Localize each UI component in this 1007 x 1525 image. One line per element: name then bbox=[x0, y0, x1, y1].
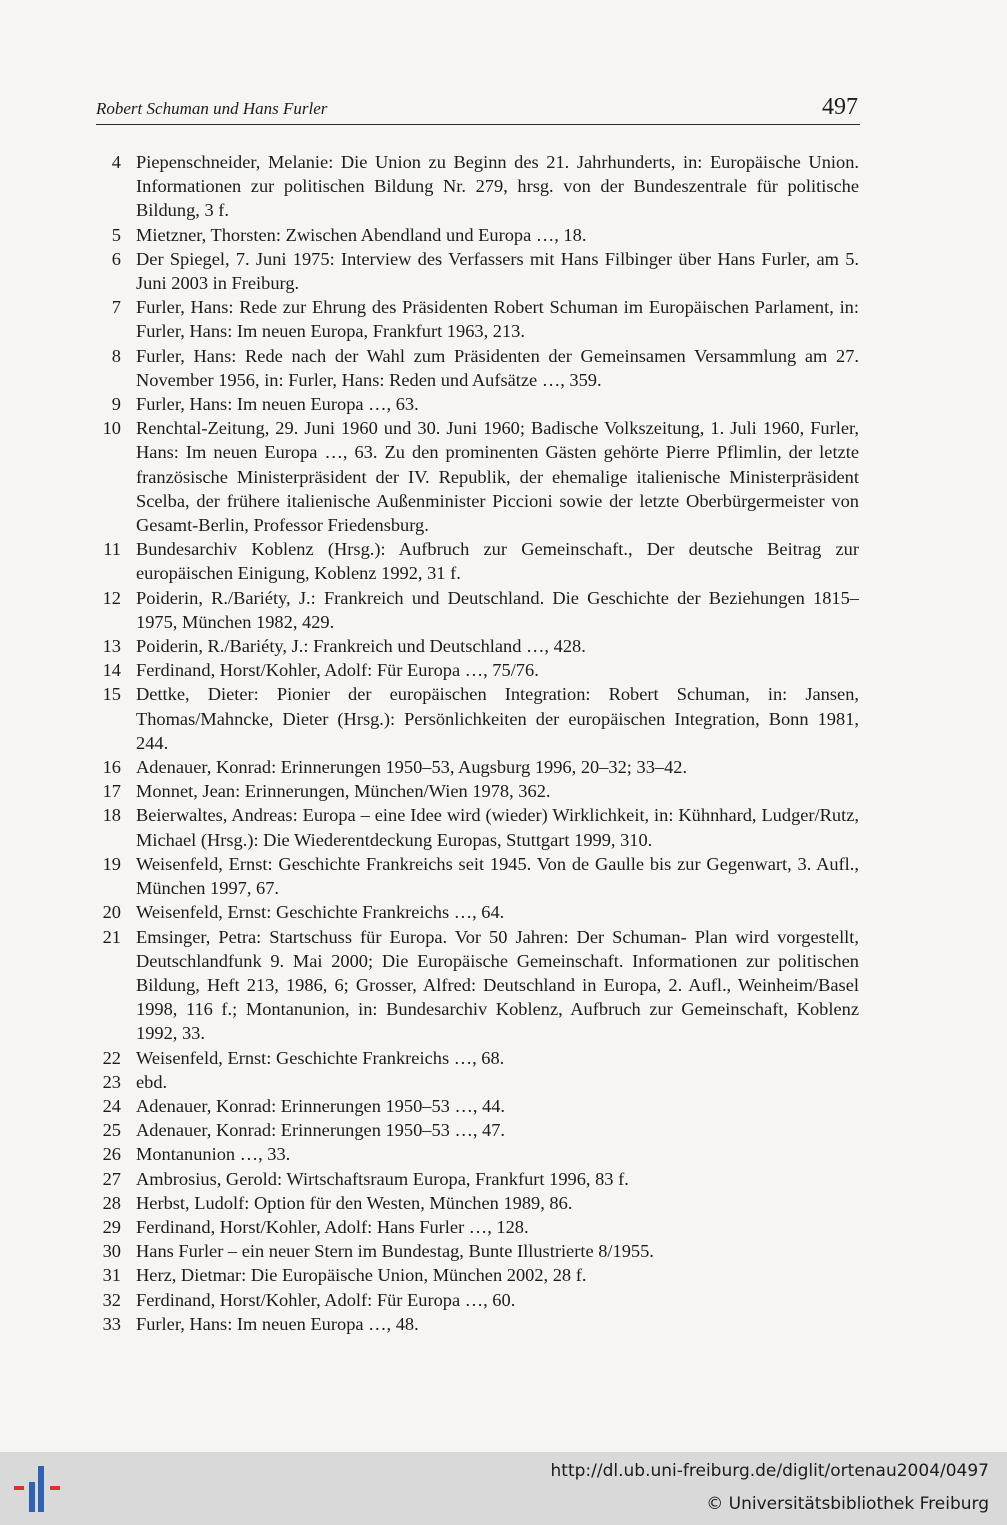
endnote-item bbox=[96, 1239, 859, 1263]
endnote-item bbox=[96, 223, 859, 247]
endnote-text: Adenauer, Konrad: Erinnerungen 1950–53, Augsburg 1996, 20–32; 33–42. bbox=[136, 757, 688, 778]
endnote-item bbox=[96, 1142, 859, 1166]
endnote-number: 33 bbox=[102, 1313, 121, 1334]
endnote-text: Monnet, Jean: Erinnerungen, München/Wien 1978, 362. bbox=[136, 781, 551, 802]
endnote-item bbox=[96, 1263, 859, 1287]
endnote-text: Furler, Hans: Rede nach der Wahl zum Präsidenten der Gemeinsamen Versammlung am 27. November 1956, in: Furler, Hans: Reden und Aufsätze …, 359. bbox=[136, 345, 859, 390]
endnote-number: 13 bbox=[102, 636, 121, 657]
endnote-number: 25 bbox=[102, 1120, 121, 1141]
endnote-text: Ferdinand, Horst/Kohler, Adolf: Für Europa …, 60. bbox=[136, 1289, 516, 1310]
endnote-number: 30 bbox=[102, 1241, 121, 1262]
endnote-item bbox=[96, 1312, 859, 1336]
endnote-number: 11 bbox=[103, 539, 121, 560]
endnote-text: Herbst, Ludolf: Option für den Westen, München 1989, 86. bbox=[136, 1192, 573, 1213]
running-title: Robert Schuman und Hans Furler bbox=[96, 99, 328, 118]
endnote-text: Ferdinand, Horst/Kohler, Adolf: Hans Furler …, 128. bbox=[136, 1216, 529, 1237]
endnote-item bbox=[96, 1094, 859, 1118]
endnote-text: Emsinger, Petra: Startschuss für Europa. Vor 50 Jahren: Der Schuman- Plan wird vorgestellt, Deutschlandfunk 9. Mai 2000; Die Europäische Gemeinschaft. Informationen zur politischen Bildung, Heft 213, 1986, 6; Grosser, Alfred: Deutschland in Europa, 2. Aufl., Weinheim/Basel 1998, 116 f.; Montanunion, in: Bundesarchiv Koblenz, Aufbruch zur Gemeinschaft, Koblenz 1992, 33. bbox=[136, 926, 859, 1044]
endnote-text: Poiderin, R./Bariéty, J.: Frankreich und Deutschland. Die Geschichte der Beziehungen 1815–1975, München 1982, 429. bbox=[136, 587, 859, 632]
endnote-number: 7 bbox=[111, 297, 121, 318]
endnote-text: Adenauer, Konrad: Erinnerungen 1950–53 …, 47. bbox=[136, 1120, 506, 1141]
endnote-number: 17 bbox=[102, 781, 121, 802]
page-number: 497 bbox=[822, 94, 858, 120]
endnote-number: 20 bbox=[102, 902, 121, 923]
endnote-item bbox=[96, 755, 859, 779]
endnote-text: Mietzner, Thorsten: Zwischen Abendland und Europa …, 18. bbox=[136, 224, 587, 245]
endnote-number: 10 bbox=[102, 418, 121, 439]
endnote-item bbox=[96, 1167, 859, 1191]
endnote-number: 5 bbox=[111, 224, 121, 245]
endnote-item bbox=[96, 658, 859, 682]
endnote-item bbox=[96, 634, 859, 658]
endnote-text: Ferdinand, Horst/Kohler, Adolf: Für Europa …, 75/76. bbox=[136, 660, 539, 681]
endnote-text: Piepenschneider, Melanie: Die Union zu Beginn des 21. Jahrhunderts, in: Europäische Union. Informationen zur politischen Bildung Nr. 279, hrsg. von der Bundeszentrale für politische Bildung, 3 f. bbox=[136, 152, 859, 221]
endnote-number: 6 bbox=[111, 248, 121, 269]
endnote-number: 28 bbox=[102, 1192, 121, 1213]
endnote-number: 14 bbox=[102, 660, 121, 681]
endnote-item bbox=[96, 1191, 859, 1215]
endnote-item bbox=[96, 1288, 859, 1312]
endnote-item bbox=[96, 1118, 859, 1142]
permalink-url[interactable]: http://dl.ub.uni-freiburg.de/diglit/ortenau2004/0497 bbox=[550, 1461, 989, 1481]
endnote-text: Adenauer, Konrad: Erinnerungen 1950–53 …, 44. bbox=[136, 1095, 506, 1116]
endnote-number: 19 bbox=[102, 853, 121, 874]
endnote-item bbox=[96, 779, 859, 803]
endnote-text: Der Spiegel, 7. Juni 1975: Interview des Verfassers mit Hans Filbinger über Hans Furler, am 5. Juni 2003 in Freiburg. bbox=[136, 248, 859, 294]
endnote-number: 9 bbox=[111, 394, 121, 415]
endnote-text: Beierwaltes, Andreas: Europa – eine Idee wird (wieder) Wirklichkeit, in: Kühnhard, Ludger/Rutz, Michael (Hrsg.): Die Wiederentdeckung Europas, Stuttgart 1999, 310. bbox=[136, 805, 859, 850]
endnote-item bbox=[96, 295, 859, 343]
copyright-notice: © Universitätsbibliothek Freiburg bbox=[706, 1494, 989, 1514]
endnote-text: Weisenfeld, Ernst: Geschichte Frankreichs …, 64. bbox=[136, 902, 505, 923]
endnote-text: Weisenfeld, Ernst: Geschichte Frankreichs …, 68. bbox=[136, 1047, 505, 1068]
endnote-text: Poiderin, R./Bariéty, J.: Frankreich und Deutschland …, 428. bbox=[136, 636, 586, 657]
endnote-text: Hans Furler – ein neuer Stern im Bundestag, Bunte Illustrierte 8/1955. bbox=[136, 1241, 654, 1262]
endnote-item bbox=[96, 537, 859, 585]
endnote-item bbox=[96, 852, 859, 900]
endnote-item bbox=[96, 586, 859, 634]
endnote-text: Bundesarchiv Koblenz (Hrsg.): Aufbruch zur Gemeinschaft., Der deutsche Beitrag zur europäischen Einigung, Koblenz 1992, 31 f. bbox=[136, 539, 859, 584]
endnote-text: Furler, Hans: Im neuen Europa …, 63. bbox=[136, 394, 419, 415]
endnote-number: 12 bbox=[102, 587, 121, 608]
endnote-item bbox=[96, 344, 859, 392]
endnote-number: 29 bbox=[102, 1216, 121, 1237]
endnote-number: 21 bbox=[102, 926, 121, 947]
endnote-item bbox=[96, 150, 859, 223]
endnote-item bbox=[96, 392, 859, 416]
endnote-text: Montanunion …, 33. bbox=[136, 1144, 291, 1165]
endnote-text: Weisenfeld, Ernst: Geschichte Frankreichs seit 1945. Von de Gaulle bis zur Gegenwart, 3. Aufl., München 1997, 67. bbox=[136, 853, 859, 899]
endnotes-list bbox=[96, 150, 859, 1336]
endnote-number: 32 bbox=[102, 1289, 121, 1310]
endnote-item bbox=[96, 1046, 859, 1070]
endnote-text: Renchtal-Zeitung, 29. Juni 1960 und 30. Juni 1960; Badische Volkszeitung, 1. Juli 1960, Furler, Hans: Im neuen Europa …, 63. Zu den prominenten Gästen gehörte Pierre Pflimlin, der letzte französische Ministerpräsident der IV. Republik, der ehemalige italienische Ministerpräsident Scelba, der frühere italienische Außenminister Piccioni sowie der letzte Oberbürgermeister von Gesamt-Berlin, Professor Friedensburg. bbox=[136, 418, 859, 536]
endnote-text: Furler, Hans: Rede zur Ehrung des Präsidenten Robert Schuman im Europäischen Parlament, in: Furler, Hans: Im neuen Europa, Frankfurt 1963, 213. bbox=[136, 297, 859, 342]
viewer-footer bbox=[0, 1452, 1007, 1525]
endnote-number: 31 bbox=[102, 1265, 121, 1286]
page-header bbox=[96, 88, 860, 125]
endnote-item bbox=[96, 416, 859, 537]
endnote-item bbox=[96, 803, 859, 851]
endnote-text: Ambrosius, Gerold: Wirtschaftsraum Europa, Frankfurt 1996, 83 f. bbox=[136, 1168, 629, 1189]
endnote-item bbox=[96, 900, 859, 924]
endnote-number: 23 bbox=[102, 1071, 121, 1092]
endnote-number: 4 bbox=[111, 152, 121, 172]
endnote-number: 26 bbox=[102, 1144, 121, 1165]
ub-freiburg-logo-icon bbox=[12, 1464, 64, 1514]
endnote-number: 18 bbox=[102, 805, 121, 826]
endnote-text: Herz, Dietmar: Die Europäische Union, München 2002, 28 f. bbox=[136, 1265, 587, 1286]
endnote-number: 15 bbox=[102, 684, 121, 705]
endnote-text: ebd. bbox=[136, 1071, 168, 1092]
endnote-item bbox=[96, 682, 859, 755]
endnote-item bbox=[96, 925, 859, 1046]
endnote-number: 16 bbox=[102, 757, 121, 778]
endnote-text: Furler, Hans: Im neuen Europa …, 48. bbox=[136, 1313, 419, 1334]
endnote-text: Dettke, Dieter: Pionier der europäischen Integration: Robert Schuman, in: Jansen, Thomas/Mahncke, Dieter (Hrsg.): Persönlichkeiten der europäischen Integration, Bonn 1981, 244. bbox=[136, 684, 859, 753]
endnote-number: 24 bbox=[102, 1095, 121, 1116]
endnote-item bbox=[96, 1070, 859, 1094]
endnote-item bbox=[96, 247, 859, 295]
endnote-number: 8 bbox=[111, 345, 121, 366]
endnote-number: 27 bbox=[102, 1168, 121, 1189]
endnote-item bbox=[96, 1215, 859, 1239]
endnote-number: 22 bbox=[102, 1047, 121, 1068]
